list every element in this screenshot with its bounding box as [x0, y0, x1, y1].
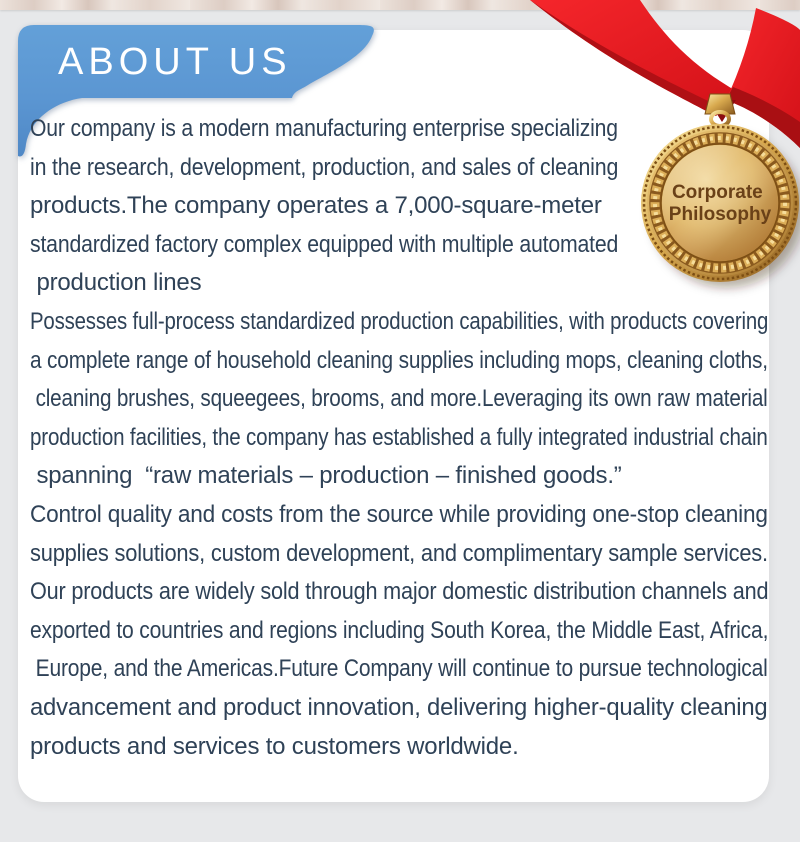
page-title: ABOUT US [58, 41, 292, 83]
text-line: Our company is a modern manufacturing enterprise specializing [30, 115, 618, 142]
medal-ribbon [530, 0, 800, 148]
text-line: advancement and product innovation, delivering higher-quality cleaning [30, 693, 768, 721]
corporate-philosophy-medal [520, 0, 800, 300]
text-line: cleaning brushes, squeegees, brooms, and more.Leveraging its own raw material [30, 385, 768, 413]
about-paragraph-3 [30, 496, 768, 766]
text-line: in the research, development, production, and sales of cleaning [30, 153, 619, 181]
text-line: Our products are widely sold through major domestic distribution channels and [30, 578, 769, 606]
text-line: production facilities, the company has established a fully integrated industrial chain [30, 423, 768, 451]
text-line: Europe, and the Americas.Future Company will continue to pursue technological [30, 655, 768, 683]
text-line: Possesses full-process standardized production capabilities, with products covering [30, 307, 769, 335]
text-line: standardized factory complex equipped with multiple automated [30, 230, 619, 258]
text-line: Control quality and costs from the source while providing one-stop cleaning [30, 500, 768, 528]
text-line: production lines [30, 269, 202, 297]
text-line: a complete range of household cleaning supplies including mops, cleaning cloths, [30, 346, 768, 374]
text-line: spanning “raw materials – production – finished goods.” [30, 462, 622, 490]
text-line: products.The company operates a 7,000-square-meter [30, 192, 602, 220]
medal-hook [705, 94, 735, 126]
medal-label: Corporate Philosophy [668, 182, 772, 225]
text-line: products and services to customers worldwide. [30, 732, 519, 760]
text-line: supplies solutions, custom development, and complimentary sample services. [30, 539, 768, 567]
about-paragraph-2 [30, 303, 768, 496]
text-line: exported to countries and regions including South Korea, the Middle East, Africa, [30, 616, 769, 644]
